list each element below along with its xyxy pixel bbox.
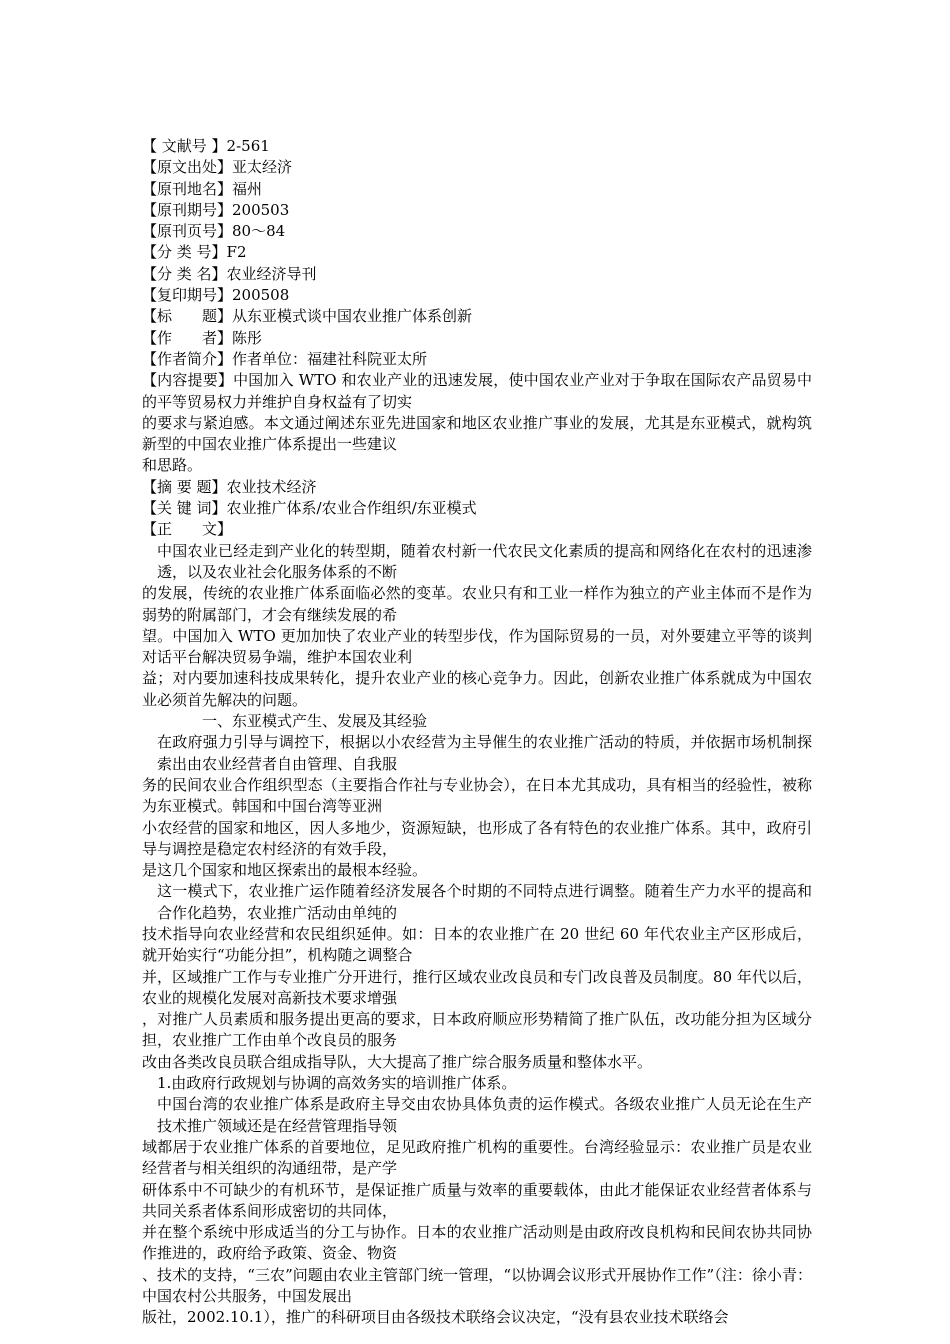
meta-keywords: 【关 键 词】农业推广体系/农业合作组织/东亚模式: [142, 499, 477, 518]
meta-issue: 【原刊期号】200503: [142, 200, 290, 219]
body-line: 务的民间农业合作组织型态（主要指合作社与专业协会），在日本尤其成功，具有相当的经验性，被称为东亚模式。韩国和中国台湾等亚洲: [142, 775, 812, 816]
body-line: 研体系中不可缺少的有机环节，是保证推广质量与效率的重要载体，由此才能保证农业经营者体系与共同关系者体系间形成密切的共同体，: [142, 1180, 812, 1220]
body-line: 望。中国加入 WTO 更加加快了农业产业的转型步伐，作为国际贸易的一员，对外要建立平等的谈判对话平台解决贸易争端，维护本国农业利: [142, 626, 812, 667]
body-line: 域都居于农业推广体系的首要地位，足见政府推广机构的重要性。台湾经验显示：农业推广员是农业经营者与相关组织的沟通纽带，是产学: [142, 1137, 812, 1178]
body-line: 的发展，传统的农业推广体系面临必然的变革。农业只有和工业一样作为独立的产业主体而不是作为弱势的附属部门，才会有继续发展的希: [142, 584, 812, 624]
body-line: 小农经营的国家和地区，因人多地少，资源短缺，也形成了各有特色的农业推广体系。其中，政府引导与调控是稳定农村经济的有效手段，: [142, 818, 812, 858]
body-line: 这一模式下，农业推广运作随着经济发展各个时期的不同特点进行调整。随着生产力水平的提高和合作化趋势，农业推广活动由单纯的: [157, 882, 812, 922]
meta-pages: 【原刊页号】80～84: [142, 222, 286, 241]
metadata-block-2: [142, 477, 812, 541]
document-page: [142, 136, 812, 1329]
abstract-block: [142, 370, 812, 476]
meta-author-bio: 【作者简介】作者单位：福建社科院亚太所: [142, 349, 428, 368]
meta-subject: 【摘 要 题】农业技术经济: [142, 477, 317, 496]
body-text: [142, 541, 812, 1329]
body-line: 1.由政府行政规划与协调的高效务实的培训推广体系。: [157, 1074, 517, 1093]
body-line: 中国农业已经走到产业化的转型期，随着农村新一代农民文化素质的提高和网络化在农村的迅速渗透，以及农业社会化服务体系的不断: [157, 541, 812, 581]
body-line: 技术指导向农业经营和农民组织延伸。如：日本的农业推广在 20 世纪 60 年代农业主产区形成后，就开始实行“功能分担”，机构随之调整合: [142, 924, 812, 965]
meta-class-number: 【分 类 号】F2: [142, 243, 247, 262]
abstract-line: 和思路。: [142, 456, 203, 475]
abstract-line: 的要求与紧迫感。本文通过阐述东亚先进国家和地区农业推广事业的发展，尤其是东亚模式，就构筑新型的中国农业推广体系提出一些建议: [142, 413, 812, 454]
body-line: 、技术的支持，“三农”问题由农业主管部门统一管理，“以协调会议形式开展协作工作”（注：徐小青：中国农村公共服务，中国发展出: [142, 1265, 812, 1306]
body-line: 益；对内要加速科技成果转化，提升农业产业的核心竞争力。因此，创新农业推广体系就成为中国农业必须首先解决的问题。: [142, 669, 812, 709]
metadata-block: [142, 136, 812, 370]
meta-body-label: 【正 文】: [142, 520, 233, 539]
body-line: 并，区域推广工作与专业推广分开进行，推行区域农业改良员和专门改良普及员制度。80 年代以后，农业的规模化发展对高新技术要求增强: [142, 967, 812, 1007]
meta-source: 【原文出处】亚太经济: [142, 158, 293, 177]
body-line: 是这几个国家和地区探索出的最根本经验。: [142, 861, 428, 880]
meta-doc-number: 【 文献号 】2-561: [142, 137, 270, 155]
meta-title: 【标 题】从东亚模式谈中国农业推广体系创新: [142, 307, 473, 326]
meta-author: 【作 者】陈彤: [142, 328, 263, 347]
body-line: ，对推广人员素质和服务提出更高的要求，日本政府顺应形势精简了推广队伍，改功能分担为区域分担，农业推广工作由单个改良员的服务: [142, 1010, 812, 1050]
meta-class-name: 【分 类 名】农业经济导刊: [142, 264, 317, 283]
meta-reprint-issue: 【复印期号】200508: [142, 286, 290, 305]
body-line: 在政府强力引导与调控下，根据以小农经营为主导催生的农业推广活动的特质，并依据市场机制探索出由农业经营者自由管理、自我服: [157, 733, 812, 773]
body-line: 改由各类改良员联合组成指导队，大大提高了推广综合服务质量和整体水平。: [142, 1052, 653, 1071]
body-line: 并在整个系统中形成适当的分工与协作。日本的农业推广活动则是由政府改良机构和民间农协共同协作推进的，政府给予政策、资金、物资: [142, 1223, 812, 1263]
meta-place: 【原刊地名】福州: [142, 179, 263, 198]
body-line: 版社，2002.10.1），推广的科研项目由各级技术联络会议决定，“没有县农业技术联络会: [142, 1308, 729, 1327]
section-heading: 一、东亚模式产生、发展及其经验: [202, 712, 428, 731]
abstract-line: 【内容提要】中国加入 WTO 和农业产业的迅速发展，使中国农业产业对于争取在国际农产品贸易中的平等贸易权力并维护自身权益有了切实: [142, 371, 812, 411]
body-line: 中国台湾的农业推广体系是政府主导交由农协具体负责的运作模式。各级农业推广人员无论在生产技术推广领域还是在经营管理指导领: [157, 1095, 812, 1135]
